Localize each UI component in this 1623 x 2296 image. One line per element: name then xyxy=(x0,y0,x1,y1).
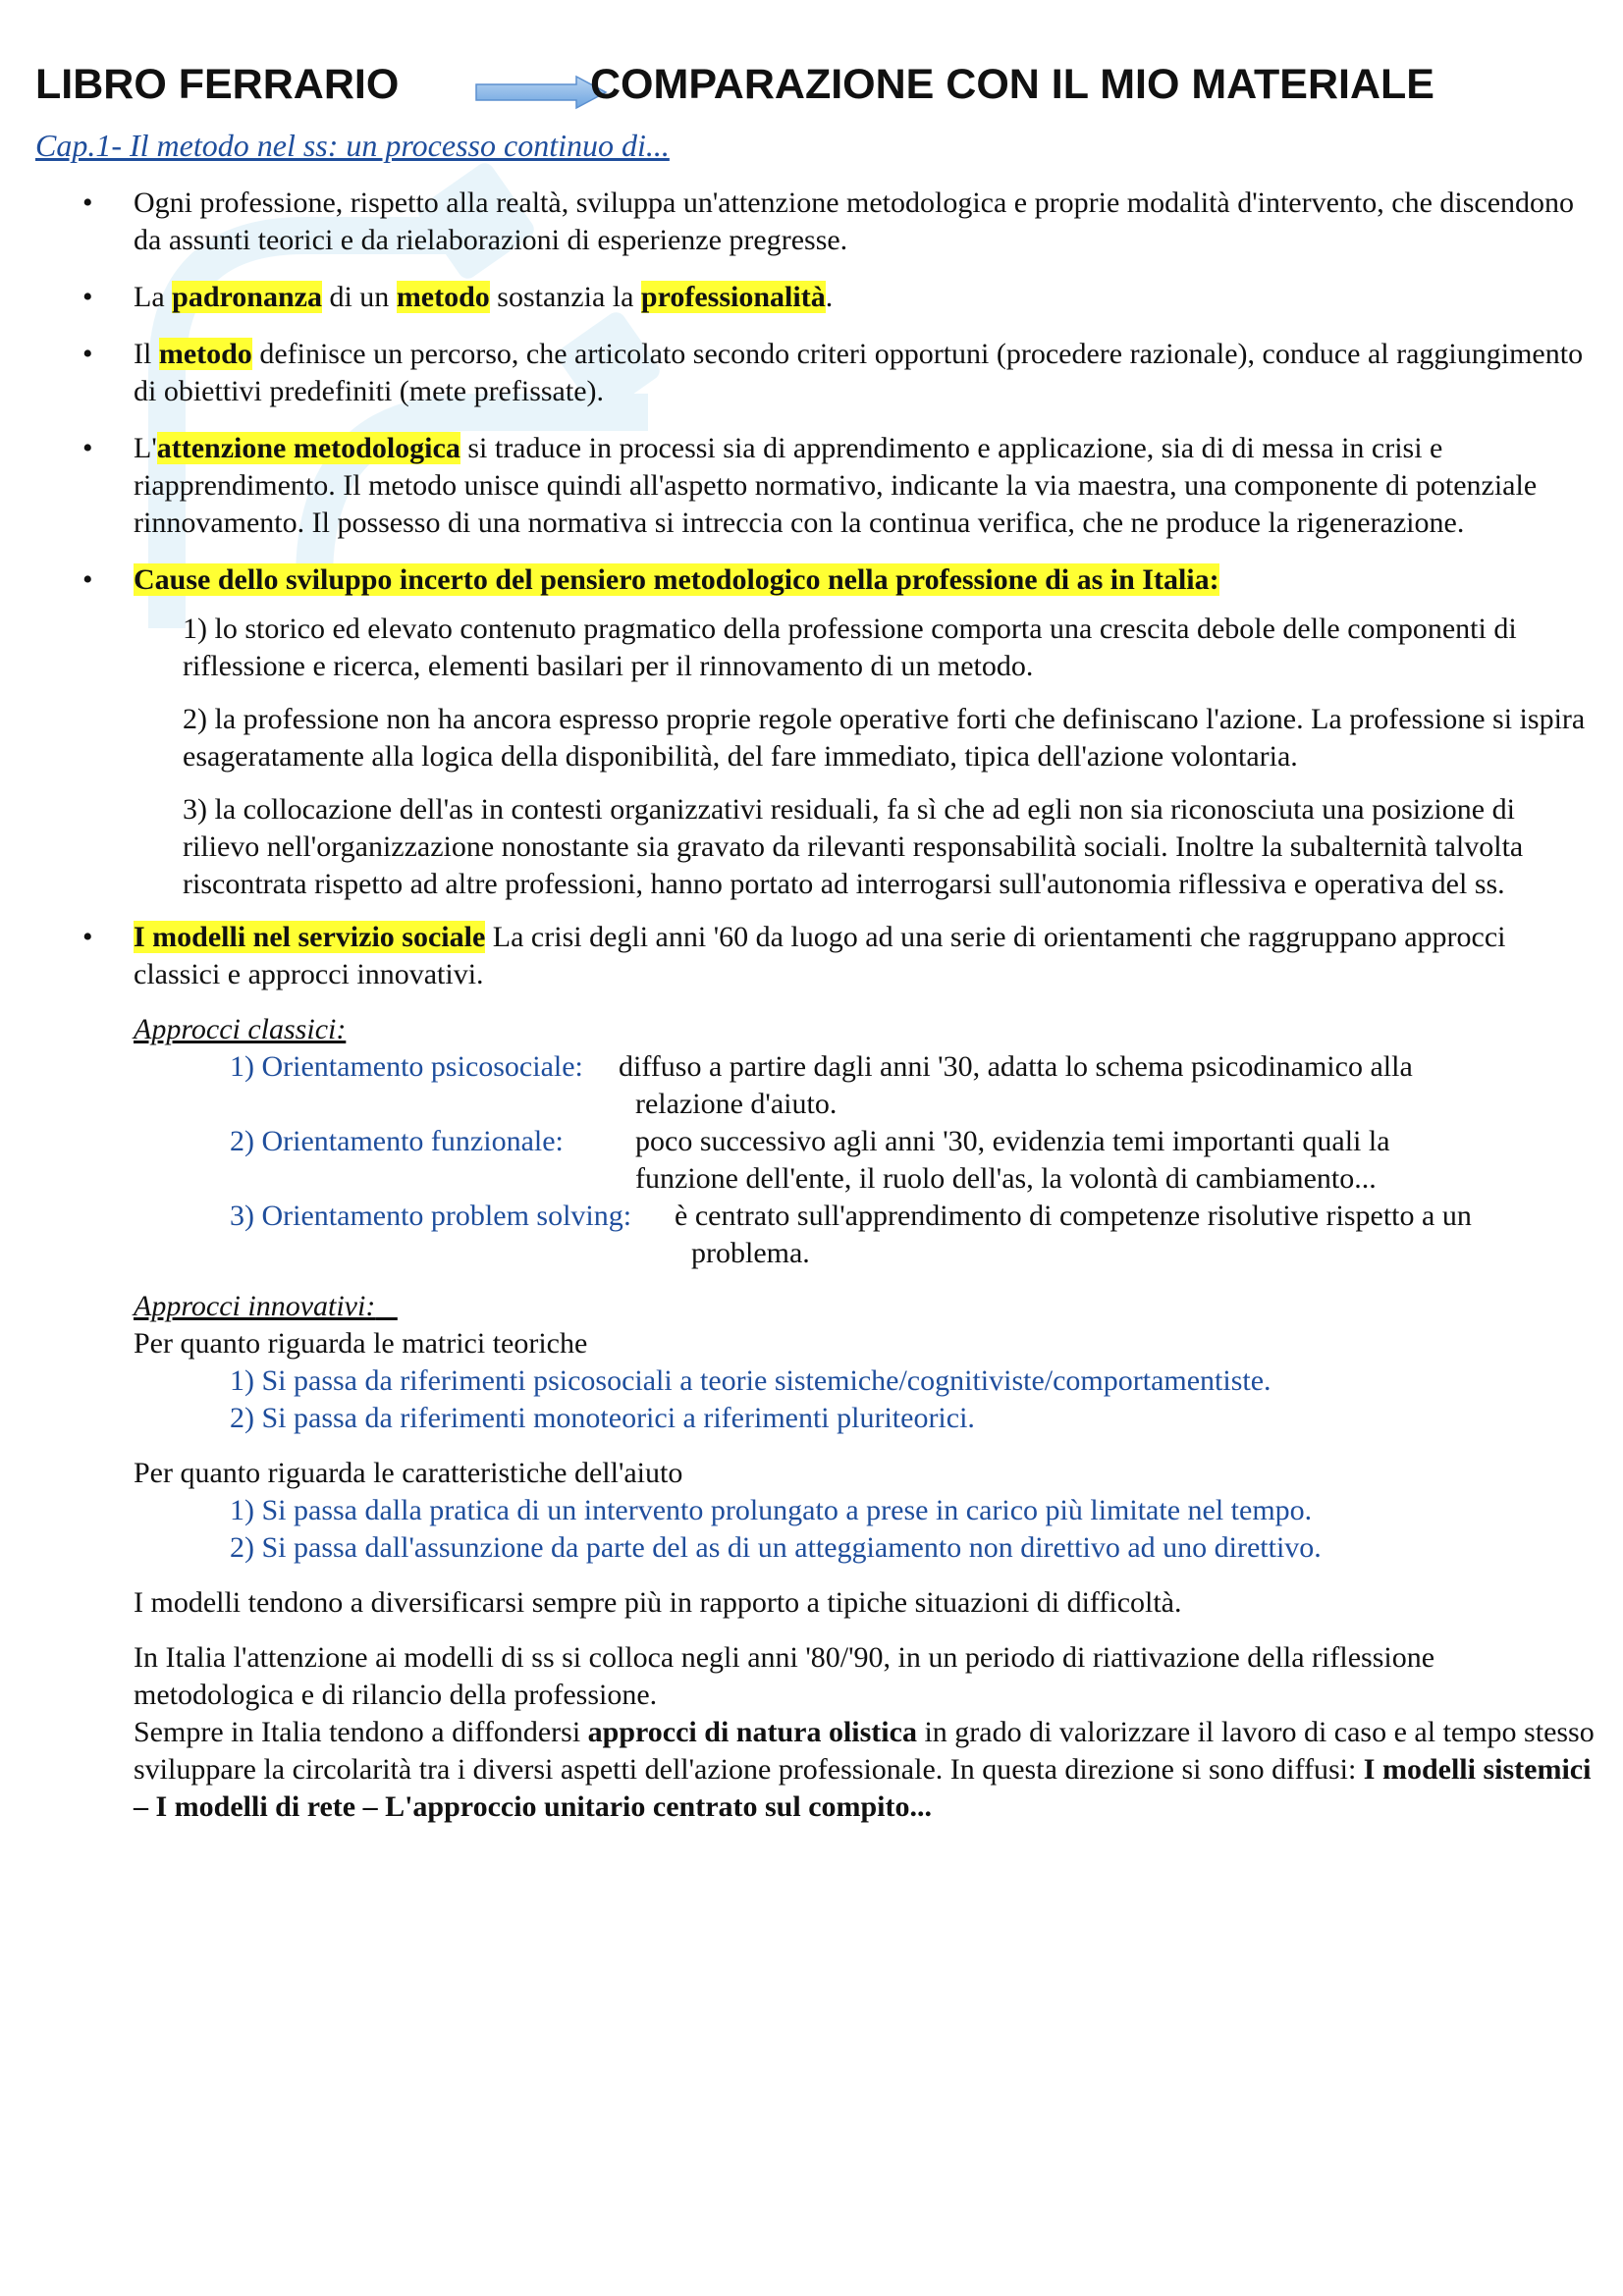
aiuto-item: 1) Si passa dalla pratica di un intervento prolungato a prese in carico più limitate nel tempo. xyxy=(230,1494,1313,1526)
approach-item xyxy=(35,1198,1596,1235)
approach-label: 3) Orientamento problem solving: xyxy=(230,1200,632,1232)
approach-text-cont xyxy=(35,1160,1596,1198)
paragraph-text: in grado di valorizzare il lavoro di caso e al tempo stesso sviluppare la circolarità tra i diversi aspetti dell'azione professionale. In questa direzione si sono diffusi: xyxy=(134,1716,1595,1786)
approach-text: poco successivo agli anni '30, evidenzia temi importanti quali la xyxy=(635,1125,1390,1157)
list-item xyxy=(35,279,1596,316)
paragraph: In Italia l'attenzione ai modelli di ss si colloca negli anni '80/'90, in un periodo di riattivazione della riflessione metodologica e di rilancio della professione. xyxy=(134,1641,1435,1711)
approach-text: diffuso a partire dagli anni '30, adatta lo schema psicodinamico alla xyxy=(619,1050,1413,1083)
bullet-text: si traduce in processi sia di apprendimento e applicazione, sia di di messa in crisi e riapprendimento. Il metodo unisce quindi all'aspetto normativo, indicante la via maestra, una componente di potenziale rinnovamento. Il possesso di una normativa si intreccia con la continua verifica, che ne produce la rigenerazione. xyxy=(134,432,1538,539)
bullet-text: L' xyxy=(134,432,157,464)
highlighted-term: I modelli nel servizio sociale xyxy=(134,921,486,953)
bullet-icon: • xyxy=(82,187,93,219)
bullet-text: La crisi degli anni '60 da luogo ad una serie di orientamenti che raggruppano approcci classici e approcci innovativi. xyxy=(134,921,1506,990)
aiuto-intro: Per quanto riguarda le caratteristiche dell'aiuto xyxy=(134,1457,683,1489)
cause-item: 1) lo storico ed elevato contenuto pragmatico della professione comporta una crescita debole delle componenti di riflessione e ricerca, elementi basilari per il rinnovamento di un metodo. xyxy=(183,613,1517,682)
approach-text: funzione dell'ente, il ruolo dell'as, la volontà di cambiamento... xyxy=(635,1162,1377,1195)
header-right-title: COMPARAZIONE CON IL MIO MATERIALE xyxy=(590,61,1434,108)
highlighted-heading: Cause dello sviluppo incerto del pensiero metodologico nella professione di as in Italia: xyxy=(134,563,1219,596)
paragraph-text: Sempre in Italia tendono a diffondersi xyxy=(134,1716,588,1748)
approach-text: relazione d'aiuto. xyxy=(635,1088,838,1120)
innovative-heading-text: Approcci innovativi: xyxy=(134,1290,376,1322)
highlighted-term: professionalità xyxy=(640,281,826,313)
aiuto-item: 2) Si passa dall'assunzione da parte del as di un atteggiamento non direttivo ad uno direttivo. xyxy=(230,1531,1322,1564)
bullet-text: sostanzia la xyxy=(489,281,641,313)
highlighted-term: metodo xyxy=(396,281,490,313)
list-item xyxy=(35,336,1596,410)
bullet-icon: • xyxy=(82,432,93,464)
list-item xyxy=(35,919,1596,993)
approach-item xyxy=(35,1123,1596,1160)
list-item xyxy=(35,430,1596,542)
matrici-item: 1) Si passa da riferimenti psicosociali a teorie sistemiche/cognitiviste/comportamentiste. xyxy=(230,1364,1271,1397)
highlighted-term: attenzione metodologica xyxy=(156,432,460,464)
bullet-text: Il xyxy=(134,338,159,370)
approach-text-cont xyxy=(35,1086,1596,1123)
approach-text: è centrato sull'apprendimento di competenze risolutive rispetto a un xyxy=(675,1200,1472,1232)
bullet-text: Ogni professione, rispetto alla realtà, sviluppa un'attenzione metodologica e proprie modalità d'intervento, che discendono da assunti teorici e da rielaborazioni di esperienze pregresse. xyxy=(134,187,1575,256)
bullet-icon: • xyxy=(82,563,93,596)
matrici-intro: Per quanto riguarda le matrici teoriche xyxy=(134,1327,588,1360)
bullet-icon: • xyxy=(82,281,93,313)
highlighted-term: metodo xyxy=(158,338,252,370)
list-item xyxy=(35,561,1596,599)
approach-label: 1) Orientamento psicosociale: xyxy=(230,1050,583,1083)
approach-text: problema. xyxy=(691,1237,810,1269)
bold-term: approcci di natura olistica xyxy=(587,1716,917,1748)
approach-label: 2) Orientamento funzionale: xyxy=(230,1125,564,1157)
bullet-icon: • xyxy=(82,338,93,370)
innovative-approaches-heading xyxy=(35,1288,1596,1325)
list-item xyxy=(35,185,1596,259)
cause-item: 3) la collocazione dell'as in contesti organizzativi residuali, fa sì che ad egli non sia riconosciuta una posizione di rilievo nell'organizzazione nonostante sia gravato da rilevanti responsabilità sociali. Inoltre la subalternità talvolta riscontrata rispetto ad altre professioni, hanno portato ad interrogarsi sull'autonomia riflessiva e operativa del ss. xyxy=(183,793,1524,900)
bullet-text: . xyxy=(825,281,834,313)
classic-approaches-heading: Approcci classici: xyxy=(134,1013,347,1045)
highlighted-term: padronanza xyxy=(172,281,322,313)
approach-item xyxy=(35,1048,1596,1086)
arrow-right-icon xyxy=(474,75,608,110)
matrici-item: 2) Si passa da riferimenti monoteorici a riferimenti pluriteorici. xyxy=(230,1402,975,1434)
paragraph: I modelli tendono a diversificarsi sempre più in rapporto a tipiche situazioni di difficoltà. xyxy=(134,1586,1182,1619)
bullet-text: di un xyxy=(321,281,397,313)
page-header xyxy=(35,57,1587,116)
chapter-title: Cap.1- Il metodo nel ss: un processo continuo di... xyxy=(35,128,670,163)
header-left-title: LIBRO FERRARIO xyxy=(35,61,400,108)
approach-text-cont xyxy=(35,1235,1596,1272)
bullet-text: definisce un percorso, che articolato secondo criteri opportuni (procedere razionale), conduce al raggiungimento di obiettivi predefiniti (mete prefissate). xyxy=(134,338,1584,407)
main-content xyxy=(35,185,1596,1826)
paragraph xyxy=(35,1714,1596,1826)
cause-item: 2) la professione non ha ancora espresso proprie regole operative forti che definiscano l'azione. La professione si ispira esageratamente alla logica della disponibilità, del fare immediato, tipica dell'azione volontaria. xyxy=(183,703,1586,773)
bold-term: I modelli sistemici – I modelli di rete – L'approccio unitario centrato sul compito... xyxy=(134,1753,1592,1823)
bullet-text: La xyxy=(134,281,173,313)
bullet-icon: • xyxy=(82,921,93,953)
